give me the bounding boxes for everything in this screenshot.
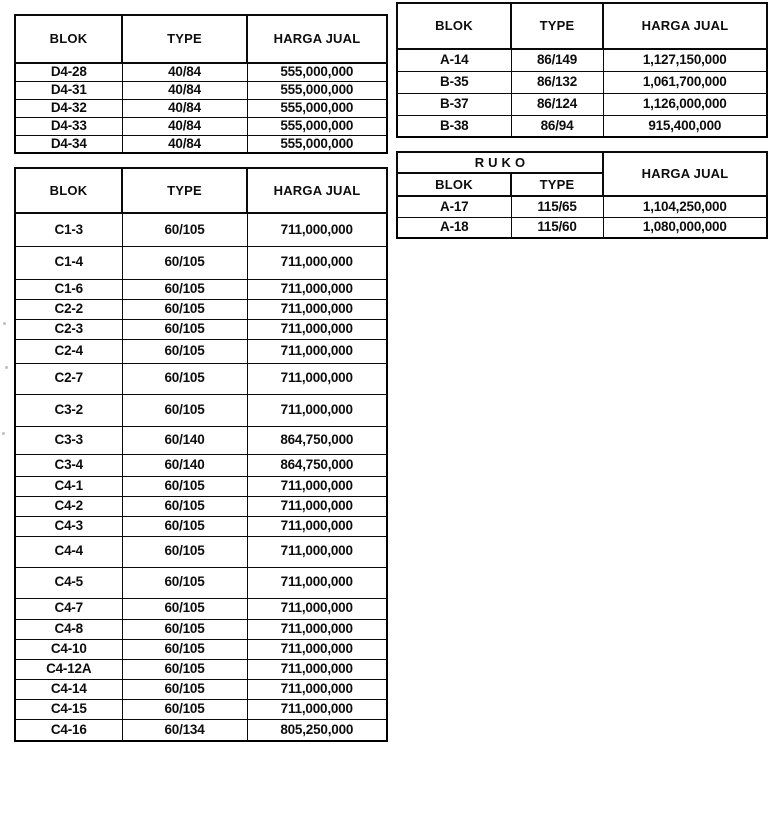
cell-blok: C2-2 <box>15 299 122 319</box>
cell-type: 40/84 <box>122 81 247 99</box>
cell-blok: D4-32 <box>15 99 122 117</box>
cell-blok: C3-4 <box>15 454 122 476</box>
cell-blok: B-37 <box>397 93 511 115</box>
table-row <box>15 99 387 117</box>
cell-blok: C4-12A <box>15 659 122 679</box>
column-header-harga-jual: HARGA JUAL <box>603 3 767 49</box>
table-ruko-pricelist <box>396 151 768 239</box>
cell-blok: C3-3 <box>15 426 122 454</box>
table-row <box>15 426 387 454</box>
column-header-type: TYPE <box>511 3 603 49</box>
table-row <box>15 699 387 719</box>
ruko-section-row <box>397 152 767 173</box>
cell-blok: C4-16 <box>15 719 122 741</box>
table-row <box>397 93 767 115</box>
cell-type: 60/105 <box>122 363 247 394</box>
cell-harga: 711,000,000 <box>247 536 387 567</box>
table-row <box>15 213 387 246</box>
cell-harga: 711,000,000 <box>247 246 387 279</box>
cell-harga: 864,750,000 <box>247 454 387 476</box>
cell-type: 86/149 <box>511 49 603 71</box>
cell-harga: 915,400,000 <box>603 115 767 137</box>
cell-harga: 711,000,000 <box>247 496 387 516</box>
table-row <box>15 659 387 679</box>
cell-blok: B-38 <box>397 115 511 137</box>
cell-type: 60/105 <box>122 679 247 699</box>
cell-blok: C4-3 <box>15 516 122 536</box>
table-row <box>15 516 387 536</box>
table-row <box>15 639 387 659</box>
cell-blok: C1-6 <box>15 279 122 299</box>
cell-type: 86/124 <box>511 93 603 115</box>
table-row <box>15 598 387 619</box>
table-row <box>397 217 767 238</box>
table-row <box>15 454 387 476</box>
column-header-blok: BLOK <box>15 168 122 213</box>
cell-blok: C4-1 <box>15 476 122 496</box>
column-header-type: TYPE <box>122 168 247 213</box>
cell-type: 60/140 <box>122 426 247 454</box>
cell-type: 60/140 <box>122 454 247 476</box>
cell-harga: 805,250,000 <box>247 719 387 741</box>
cell-blok: B-35 <box>397 71 511 93</box>
cell-type: 60/105 <box>122 659 247 679</box>
scan-speck <box>5 366 8 369</box>
cell-type: 86/132 <box>511 71 603 93</box>
column-header-type: TYPE <box>122 15 247 63</box>
cell-blok: D4-34 <box>15 135 122 153</box>
table-row <box>15 679 387 699</box>
table-row <box>15 567 387 598</box>
cell-type: 115/60 <box>511 217 603 238</box>
cell-harga: 864,750,000 <box>247 426 387 454</box>
table-row <box>15 246 387 279</box>
cell-blok: C1-3 <box>15 213 122 246</box>
cell-type: 60/105 <box>122 699 247 719</box>
cell-blok: C2-7 <box>15 363 122 394</box>
cell-type: 60/105 <box>122 213 247 246</box>
cell-harga: 1,061,700,000 <box>603 71 767 93</box>
table-row <box>15 299 387 319</box>
table-row <box>15 496 387 516</box>
cell-type: 60/105 <box>122 639 247 659</box>
cell-harga: 711,000,000 <box>247 699 387 719</box>
scan-speck <box>3 322 6 325</box>
cell-blok: A-18 <box>397 217 511 238</box>
table-row <box>15 536 387 567</box>
cell-blok: C4-7 <box>15 598 122 619</box>
cell-harga: 711,000,000 <box>247 567 387 598</box>
cell-harga: 711,000,000 <box>247 598 387 619</box>
cell-type: 40/84 <box>122 117 247 135</box>
cell-type: 60/105 <box>122 319 247 339</box>
table-row <box>15 81 387 99</box>
cell-blok: C4-2 <box>15 496 122 516</box>
table-row <box>15 476 387 496</box>
cell-blok: C4-15 <box>15 699 122 719</box>
column-header-harga-jual: HARGA JUAL <box>247 15 387 63</box>
cell-type: 60/105 <box>122 246 247 279</box>
cell-harga: 555,000,000 <box>247 135 387 153</box>
column-header-blok: BLOK <box>15 15 122 63</box>
cell-blok: C2-3 <box>15 319 122 339</box>
cell-blok: C2-4 <box>15 339 122 363</box>
cell-harga: 711,000,000 <box>247 319 387 339</box>
cell-harga: 555,000,000 <box>247 99 387 117</box>
cell-type: 40/84 <box>122 63 247 81</box>
cell-type: 60/105 <box>122 516 247 536</box>
table-row <box>397 115 767 137</box>
cell-blok: D4-28 <box>15 63 122 81</box>
cell-harga: 1,126,000,000 <box>603 93 767 115</box>
cell-type: 60/105 <box>122 279 247 299</box>
cell-harga: 555,000,000 <box>247 117 387 135</box>
cell-type: 40/84 <box>122 99 247 117</box>
column-header-blok: BLOK <box>397 3 511 49</box>
cell-type: 86/94 <box>511 115 603 137</box>
cell-type: 60/105 <box>122 476 247 496</box>
cell-harga: 555,000,000 <box>247 63 387 81</box>
table-header-row <box>397 3 767 49</box>
table-row <box>15 363 387 394</box>
cell-type: 60/105 <box>122 394 247 426</box>
cell-type: 60/134 <box>122 719 247 741</box>
cell-blok: C4-8 <box>15 619 122 639</box>
column-header-harga-jual: HARGA JUAL <box>603 152 767 196</box>
table-row <box>15 339 387 363</box>
cell-harga: 711,000,000 <box>247 679 387 699</box>
cell-type: 60/105 <box>122 619 247 639</box>
cell-type: 60/105 <box>122 598 247 619</box>
table-row <box>15 319 387 339</box>
cell-harga: 711,000,000 <box>247 476 387 496</box>
cell-harga: 711,000,000 <box>247 363 387 394</box>
scan-speck <box>2 432 5 435</box>
table-row <box>15 117 387 135</box>
cell-type: 60/105 <box>122 567 247 598</box>
cell-harga: 1,104,250,000 <box>603 196 767 217</box>
cell-harga: 711,000,000 <box>247 299 387 319</box>
cell-harga: 711,000,000 <box>247 339 387 363</box>
column-header-harga-jual: HARGA JUAL <box>247 168 387 213</box>
cell-type: 40/84 <box>122 135 247 153</box>
cell-blok: D4-33 <box>15 117 122 135</box>
cell-harga: 1,080,000,000 <box>603 217 767 238</box>
cell-blok: C4-14 <box>15 679 122 699</box>
table-header-row <box>15 15 387 63</box>
cell-harga: 711,000,000 <box>247 516 387 536</box>
column-header-blok: BLOK <box>397 173 511 196</box>
cell-harga: 711,000,000 <box>247 279 387 299</box>
cell-blok: D4-31 <box>15 81 122 99</box>
table-rumah-pricelist <box>396 2 768 138</box>
cell-blok: C4-4 <box>15 536 122 567</box>
column-header-type: TYPE <box>511 173 603 196</box>
table-row <box>397 71 767 93</box>
cell-type: 60/105 <box>122 299 247 319</box>
cell-blok: C4-5 <box>15 567 122 598</box>
table-row <box>15 719 387 741</box>
cell-type: 60/105 <box>122 496 247 516</box>
table-d4-pricelist <box>14 14 388 154</box>
table-row <box>15 619 387 639</box>
table-header-row <box>15 168 387 213</box>
cell-harga: 711,000,000 <box>247 659 387 679</box>
table-row <box>15 279 387 299</box>
table-row <box>15 135 387 153</box>
section-title-ruko: R U K O <box>397 152 603 173</box>
cell-blok: A-14 <box>397 49 511 71</box>
cell-type: 115/65 <box>511 196 603 217</box>
cell-type: 60/105 <box>122 536 247 567</box>
cell-harga: 711,000,000 <box>247 394 387 426</box>
cell-blok: C4-10 <box>15 639 122 659</box>
cell-blok: C1-4 <box>15 246 122 279</box>
cell-harga: 1,127,150,000 <box>603 49 767 71</box>
cell-harga: 555,000,000 <box>247 81 387 99</box>
table-row <box>15 394 387 426</box>
cell-type: 60/105 <box>122 339 247 363</box>
table-row <box>15 63 387 81</box>
table-row <box>397 49 767 71</box>
cell-harga: 711,000,000 <box>247 213 387 246</box>
cell-harga: 711,000,000 <box>247 639 387 659</box>
table-c-pricelist <box>14 167 388 742</box>
table-row <box>397 196 767 217</box>
cell-harga: 711,000,000 <box>247 619 387 639</box>
cell-blok: A-17 <box>397 196 511 217</box>
cell-blok: C3-2 <box>15 394 122 426</box>
